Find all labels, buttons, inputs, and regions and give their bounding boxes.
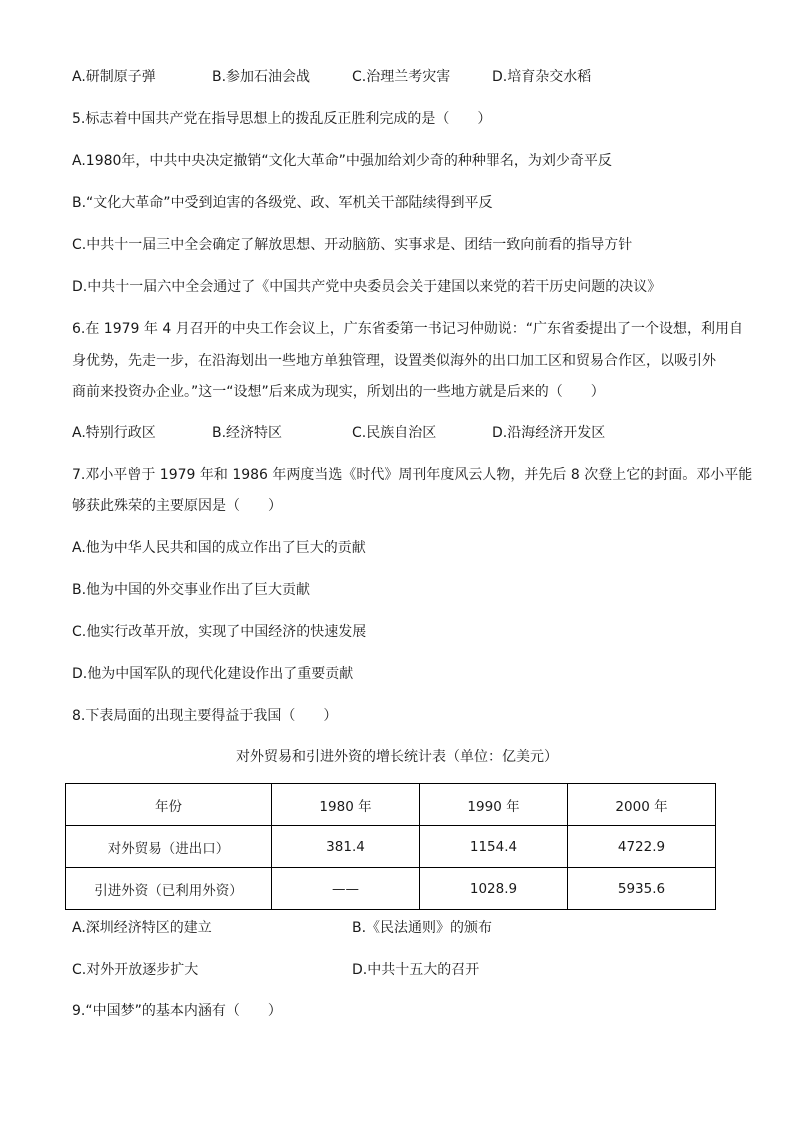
table-cell: 5935.6 (568, 868, 716, 910)
q6-stem-line1: 6.在 1979 年 4 月召开的中央工作会议上，广东省委第一书记习仲勋说：“广东省委提出了一个设想，利用自 (72, 321, 743, 337)
q5-stem: 5.标志着中国共产党在指导思想上的拨乱反正胜利完成的是（ ） (72, 111, 492, 127)
table-cell: 381.4 (272, 826, 420, 868)
table-header-cell: 年份 (66, 784, 272, 826)
q4-option-d: D.培育杂交水稻 (492, 69, 592, 85)
q4-option-c: C.治理兰考灾害 (352, 69, 451, 85)
q8-options-row1 (72, 918, 492, 938)
q4-option-a: A.研制原子弹 (72, 69, 156, 85)
q4-option-b: B.参加石油会战 (212, 69, 311, 85)
q8-option-d: D.中共十五大的召开 (352, 962, 480, 978)
q6-option-c: C.民族自治区 (352, 425, 437, 441)
table-header-cell: 2000 年 (568, 784, 716, 826)
table-cell: 4722.9 (568, 826, 716, 868)
q7-option-b: B.他为中国的外交事业作出了巨大贡献 (72, 582, 311, 598)
table-caption: 对外贸易和引进外资的增长统计表（单位：亿美元） (236, 749, 558, 765)
table-cell: —— (272, 868, 420, 910)
q7-option-d: D.他为中国军队的现代化建设作出了重要贡献 (72, 666, 354, 682)
q6-option-b: B.经济特区 (212, 425, 283, 441)
q8-option-c: C.对外开放逐步扩大 (72, 962, 199, 978)
q8-options-row2 (72, 960, 479, 980)
table-cell: 对外贸易（进出口） (66, 826, 272, 868)
q5-option-d: D.中共十一届六中全会通过了《中国共产党中央委员会关于建国以来党的若干历史问题的决议》 (72, 279, 662, 295)
table-cell: 引进外资（已利用外资） (66, 868, 272, 910)
trade-stats-table (65, 783, 716, 910)
table-header-cell: 1980 年 (272, 784, 420, 826)
table-cell: 1154.4 (420, 826, 568, 868)
q5-option-b: B.“文化大革命”中受到迫害的各级党、政、军机关干部陆续得到平反 (72, 195, 493, 211)
q8-option-a: A.深圳经济特区的建立 (72, 920, 212, 936)
table-header-cell: 1990 年 (420, 784, 568, 826)
q5-option-a: A.1980年，中共中央决定撤销“文化大革命”中强加给刘少奇的种种罪名，为刘少奇平反 (72, 153, 612, 169)
q5-option-c: C.中共十一届三中全会确定了解放思想、开动脑筋、实事求是、团结一致向前看的指导方针 (72, 237, 633, 253)
q6-option-d: D.沿海经济开发区 (492, 425, 606, 441)
q7-stem-line2: 够获此殊荣的主要原因是（ ） (72, 498, 282, 514)
q6-options (72, 423, 605, 443)
q7-option-a: A.他为中华人民共和国的成立作出了巨大的贡献 (72, 540, 366, 556)
q9-stem: 9.“中国梦”的基本内涵有（ ） (72, 1003, 282, 1019)
table-cell: 1028.9 (420, 868, 568, 910)
q6-stem-line3: 商前来投资办企业。”这一“设想”后来成为现实，所划出的一些地方就是后来的（ ） (72, 384, 605, 400)
table-header-row (66, 784, 716, 826)
table-row (66, 868, 716, 910)
table-row (66, 826, 716, 868)
q8-stem: 8.下表局面的出现主要得益于我国（ ） (72, 708, 338, 724)
q8-option-b: B.《民法通则》的颁布 (352, 920, 493, 936)
q6-option-a: A.特别行政区 (72, 425, 156, 441)
q4-options (72, 67, 591, 87)
q7-option-c: C.他实行改革开放，实现了中国经济的快速发展 (72, 624, 367, 640)
q7-stem-line1: 7.邓小平曾于 1979 年和 1986 年两度当选《时代》周刊年度风云人物，并先后 8 次登上它的封面。邓小平能 (72, 467, 753, 483)
q6-stem-line2: 身优势，先走一步，在沿海划出一些地方单独管理，设置类似海外的出口加工区和贸易合作区，以吸引外 (72, 353, 716, 369)
